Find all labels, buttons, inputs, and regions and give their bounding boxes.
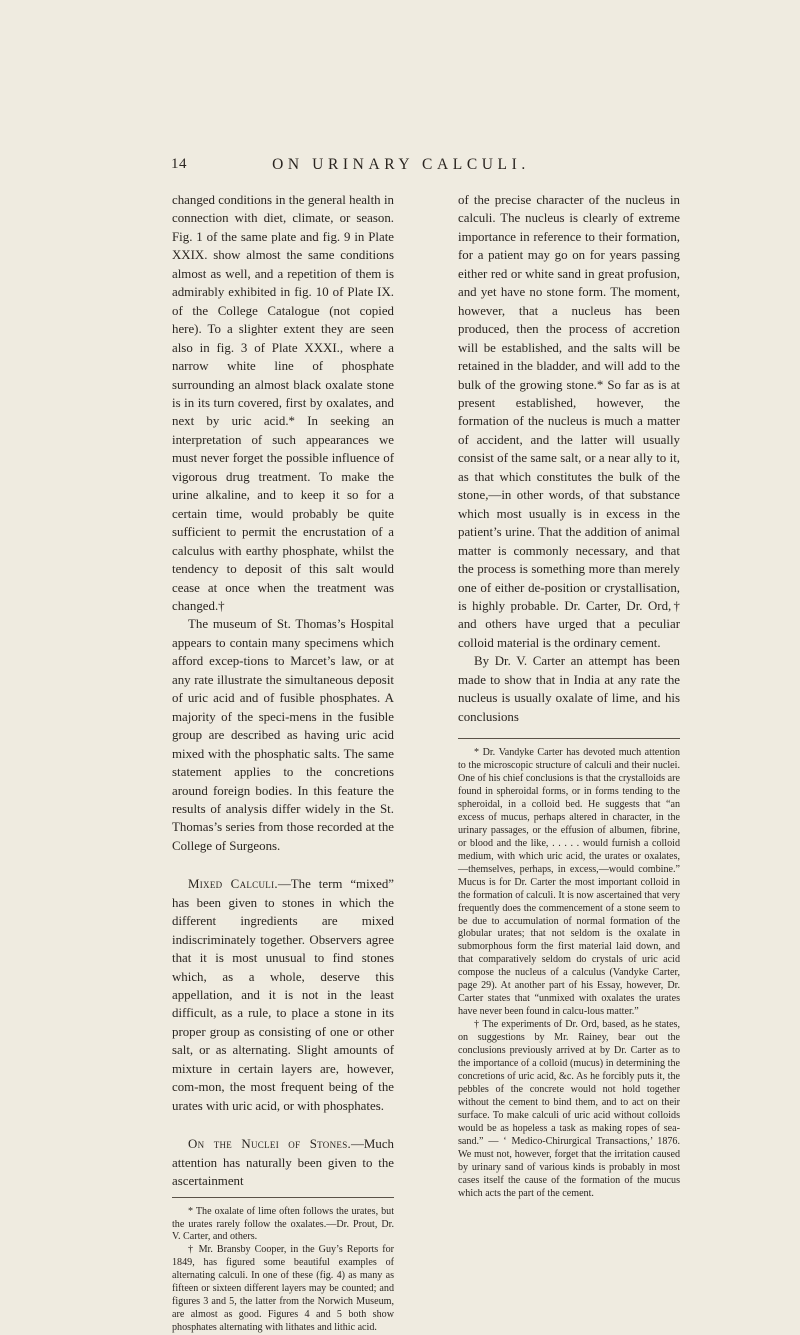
footnote: * Dr. Vandyke Carter has devoted much attention to the microscopic structure of calculi and their nuclei. One of his chief conclusions is that the crystalloids are found in spheroidal forms, or in forms tending to the spheroidal, in a colloid bed. He suggests that “an excess of mucus, perhaps altered in character, in the urinary passages, or the effusion of albumen, fibrine, or blood and the like, . . . . . would furnish a colloid medium, with which uric acid, the urates or oxalates,—themselves, perhaps, in excess,—would combine.” Mucus is for Dr. Carter the most important colloid in the formation of calculi. It is now ascertained that very frequently does the commencement of a stone seem to be due to accumulation of normal formation of the globular urates; that not seldom is the oxalate in submorphous form the first material laid down, and that comparatively seldom do crystals of uric acid compose the nucleus of a calculus (Vandyke Carter, page 29). At another part of his Essay, however, Dr. Carter states that “unmixed with oxalates the urates have never been found in calcu-lous matter.” <box>458 747 680 1018</box>
nuclei-text: —Much attention has naturally been given to the ascertainment <box>172 1137 394 1189</box>
section-heading-mixed-calculi: Mixed Calculi. <box>188 877 278 892</box>
mixed-calculi-text: —The term “mixed” has been given to stones in which the different ingredients are mixed indiscriminately together. Observers agree that it is most unusual to find stones which, as a whole, deserve this appellation, and it is not in the least difficult, as a rule, to place a stone in its proper group as consisting of one or other salt, or as alternating. Slight amounts of mixture in certain layers are, however, com-mon, the most frequent being of the urates with uric acid, or with phosphates. <box>172 877 394 1113</box>
section-heading-nuclei: On the Nuclei of Stones. <box>188 1137 352 1152</box>
footnote-divider <box>458 738 680 739</box>
body-paragraph: The museum of St. Thomas’s Hospital appears to contain many specimens which afford excep-tions to Marcet’s law, or at any rate illustrate the simultaneous deposit of uric acid and of fusible phosphates. A majority of the speci-mens in the fusible group are described as having uric acid mixed with the phosphatic salts. The same statement applies to the concretions around foreign bodies. In this feature the results of analysis differ widely in the St. Thomas’s series from those recorded at the College of Surgeons. <box>172 617 394 853</box>
body-paragraph: of the precise character of the nucleus in calculi. The nucleus is clearly of extreme importance in reference to their formation, for a patient may go on for years passing either red or white sand in great profusion, and yet have no stone form. The moment, however, that a nucleus has been produced, then the process of accretion will be established, and the salts will be retained in the bladder, and will add to the bulk of the growing stone.* So far as is at present established, however, the formation of the nucleus is much a matter of accident, and the latter will usually consist of the same salt, or a near ally to it, as that which constitutes the bulk of the stone,—in other words, of that substance which most usually is in excess in the patient’s urine. That the addition of animal matter is commonly necessary, and that the process is something more than merely one of either de-position or crystallisation, is highly probable. Dr. Carter, Dr. Ord,† and others have urged that a peculiar colloid material is the ordinary cement. <box>458 193 680 650</box>
page-number: 14 <box>171 156 187 172</box>
running-title: ON URINARY CALCULI. <box>272 156 530 173</box>
mixed-calculi-paragraph <box>172 875 394 1115</box>
page-header <box>171 156 631 186</box>
body-paragraph: By Dr. V. Carter an attempt has been made to show that in India at any rate the nucleus is usually oxalate of lime, and his conclusions <box>458 654 680 724</box>
footnote: * The oxalate of lime often follows the urates, but the urates rarely follow the oxalates.—Dr. Prout, Dr. V. Carter, and others. <box>172 1205 394 1243</box>
left-column <box>172 191 394 1335</box>
body-paragraph: changed conditions in the general health in connection with diet, climate, or season. Fig. 1 of the same plate and fig. 9 in Plate XXIX. show almost the same conditions almost as well, and a repetition of them is admirably exhibited in fig. 10 of Plate IX. of the College Catalogue (not copied here). To a slighter extent they are seen also in fig. 3 of Plate XXXI., where a narrow white line of phosphate surrounding an almost black oxalate stone is in its turn covered, first by oxalates, and next by uric acid.* In seeking an interpretation of such appearances we must never forget the possible influence of vigorous drug treatment. To make the urine alkaline, and to keep it so for a certain time, would probably be quite sufficient to permit the encrustation of a calculus with earthy phosphate, whilst the tendency to deposit of this salt would cease at once when the treatment was changed.† <box>172 193 394 613</box>
footnote-divider <box>172 1197 394 1198</box>
footnotes-left <box>172 1206 394 1335</box>
footnote: † Mr. Bransby Cooper, in the Guy’s Reports for 1849, has figured some beautiful examples of alternating calculi. In one of these (fig. 4) as many as fifteen or sixteen different layers may be counted; and figures 3 and 5, the latter from the Norwich Museum, are almost as good. Figures 4 and 5 both show phosphates alternating with lithates and lithic acid. <box>172 1244 394 1334</box>
footnote: † The experiments of Dr. Ord, based, as he states, on suggestions by Mr. Rainey, bear out the conclusions previously arrived at by Dr. Carter as to the importance of a colloid (mucus) in determining the concretions of uric acid, &c. As he forcibly puts it, the pebbles of the concrete would not hold together without the cement to bind them, and to act on their surface. To make calculi of uric acid without colloids would be as hopeless a task as making ropes of sea-sand.” — ‘ Medico-Chirurgical Transactions,’ 1876. We must not, however, forget that the irritation caused by urinary sand of various kinds is probably in most cases itself the cause of the formation of the mucus which acts the part of the cement. <box>458 1019 680 1199</box>
nuclei-paragraph <box>172 1135 394 1190</box>
right-column <box>458 191 680 1201</box>
footnotes-right <box>458 747 680 1200</box>
